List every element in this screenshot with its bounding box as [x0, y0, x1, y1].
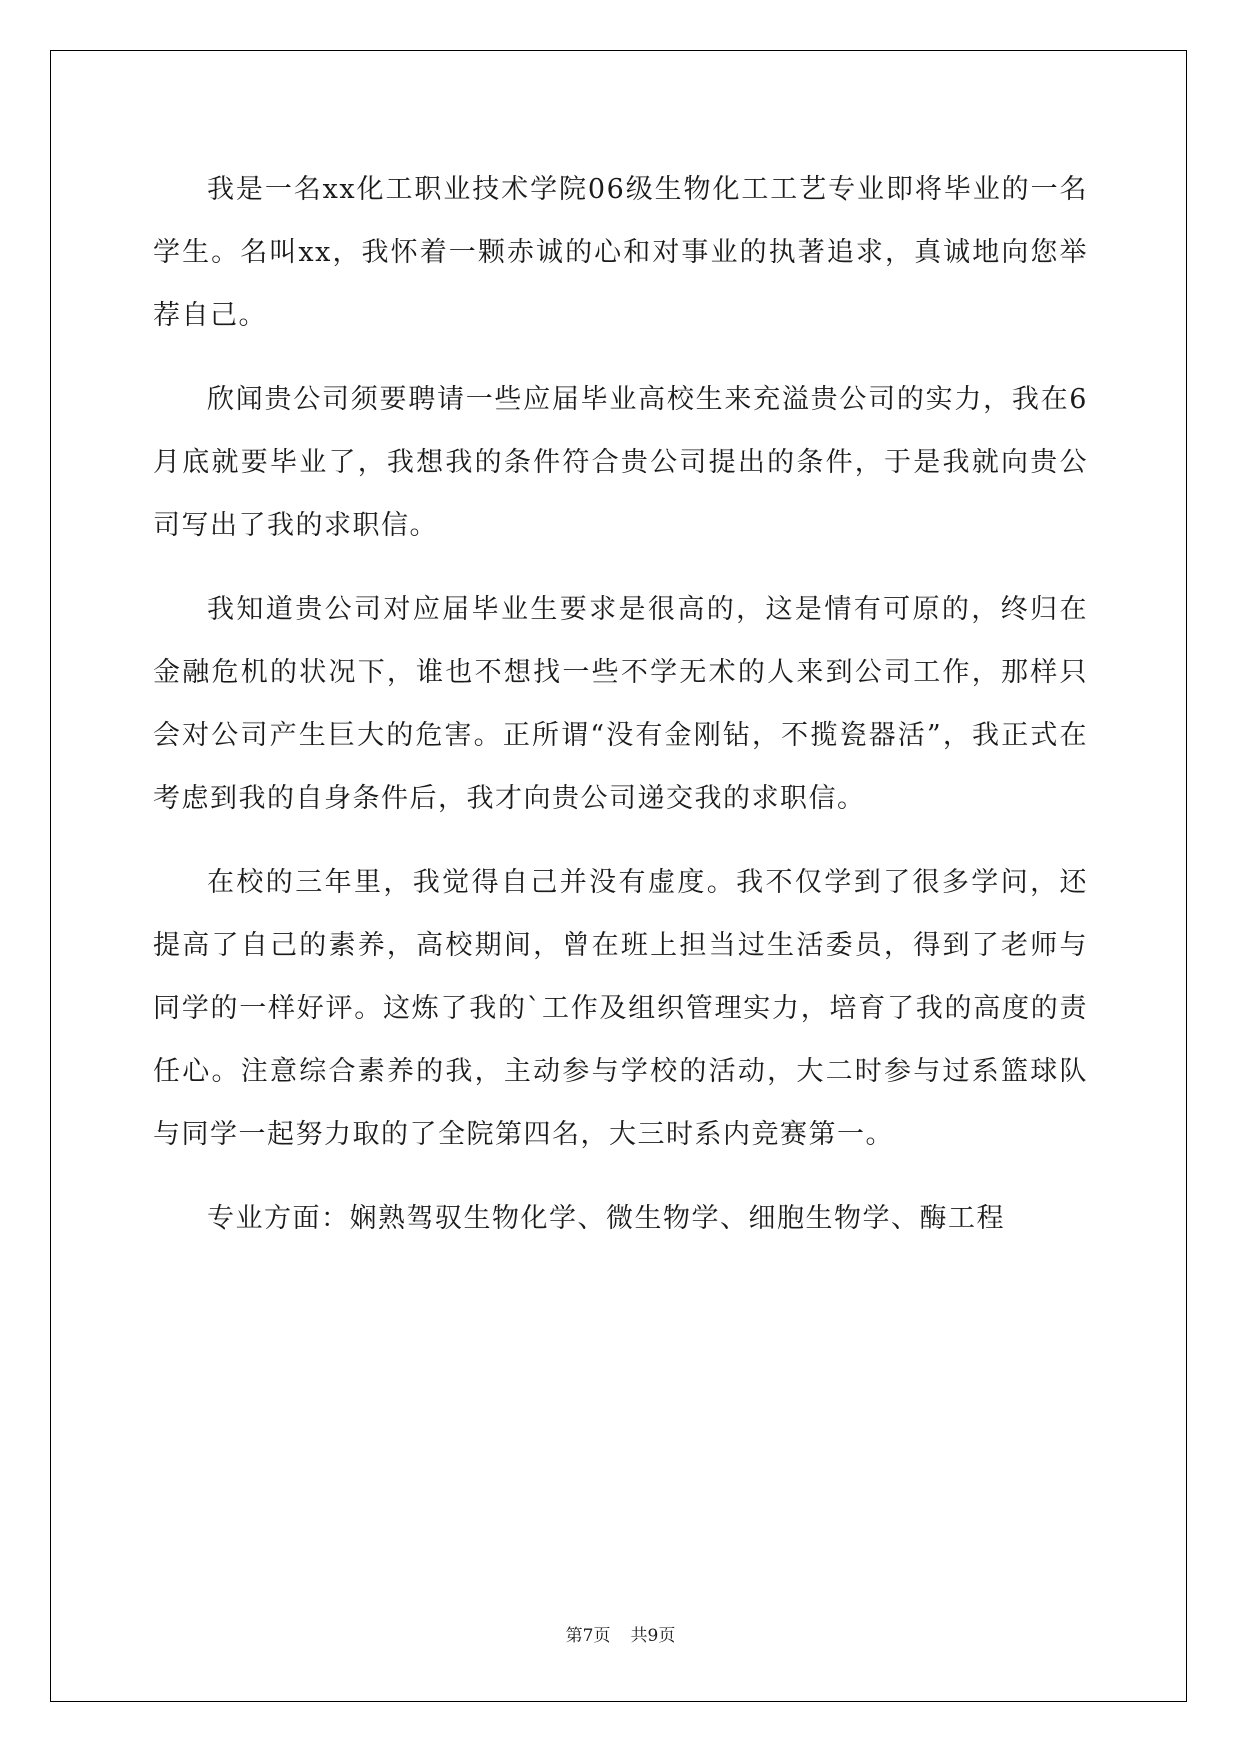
document-body	[153, 158, 1088, 1271]
paragraph-1: 我是一名xx化工职业技术学院06级生物化工工艺专业即将毕业的一名学生。名叫xx，我怀着一颗赤诚的心和对事业的执著追求，真诚地向您举荐自己。	[153, 174, 1088, 331]
paragraph-3: 我知道贵公司对应届毕业生要求是很高的，这是情有可原的，终归在金融危机的状况下，谁也不想找一些不学无术的人来到公司工作，那样只会对公司产生巨大的危害。正所谓“没有金刚钻，不揽瓷器活”，我正式在考虑到我的自身条件后，我才向贵公司递交我的求职信。	[153, 594, 1088, 814]
paragraph-5: 专业方面：娴熟驾驭生物化学、微生物学、细胞生物学、酶工程	[207, 1203, 1005, 1234]
page-footer	[0, 1621, 1241, 1646]
page-number-current: 第7页	[565, 1626, 611, 1646]
paragraph-4: 在校的三年里，我觉得自己并没有虚度。我不仅学到了很多学问，还提高了自己的素养，高校期间，曾在班上担当过生活委员，得到了老师与同学的一样好评。这炼了我的`工作及组织管理实力，培育了我的高度的责任心。注意综合素养的我，主动参与学校的活动，大二时参与过系篮球队与同学一起努力取的了全院第四名，大三时系内竞赛第一。	[153, 867, 1088, 1150]
page-number-total: 共9页	[630, 1626, 676, 1646]
paragraph-2: 欣闻贵公司须要聘请一些应届毕业高校生来充溢贵公司的实力，我在6月底就要毕业了，我想我的条件符合贵公司提出的条件，于是我就向贵公司写出了我的求职信。	[153, 384, 1088, 541]
